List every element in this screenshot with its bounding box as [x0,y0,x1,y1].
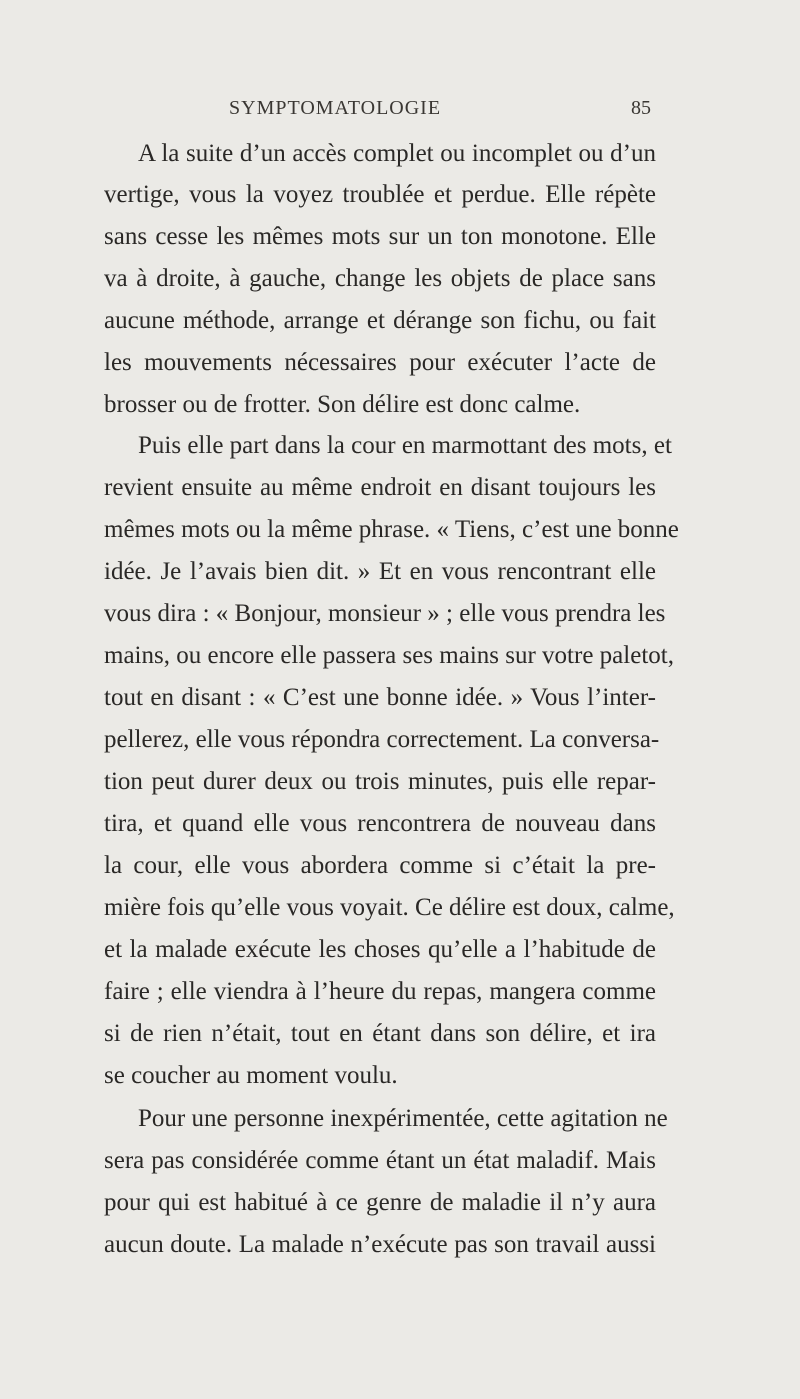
text-line: sans cesse les mêmes mots sur un ton monotone. Elle [104,223,656,250]
text-line: pellerez, elle vous répondra correctement. La conversa- [104,726,660,753]
text-line: la cour, elle vous abordera comme si c’était la pre- [104,852,656,879]
text-line: vertige, vous la voyez troublée et perdue. Elle répète [104,181,656,208]
text-line: si de rien n’était, tout en étant dans son délire, et ira [104,1020,656,1047]
text-line: sera pas considérée comme étant un état maladif. Mais [104,1147,656,1174]
text-line: pour qui est habitué à ce genre de maladie il n’y aura [104,1189,656,1216]
text-line: mêmes mots ou la même phrase. « Tiens, c’est une bonne [104,516,679,543]
text-line: mière fois qu’elle vous voyait. Ce délire est doux, calme, [104,894,675,921]
text-line: va à droite, à gauche, change les objets de place sans [104,265,656,292]
text-line: Pour une personne inexpérimentée, cette agitation ne [138,1105,668,1132]
text-line: mains, ou encore elle passera ses mains sur votre paletot, [104,642,674,669]
text-line: tira, et quand elle vous rencontrera de nouveau dans [104,810,656,837]
text-line: idée. Je l’avais bien dit. » Et en vous rencontrant elle [104,558,656,585]
text-line: tout en disant : « C’est une bonne idée. » Vous l’inter- [104,684,656,711]
text-line: aucune méthode, arrange et dérange son fichu, ou fait [104,307,656,334]
text-line: Puis elle part dans la cour en marmottant des mots, et [138,432,672,459]
text-line: se coucher au moment voulu. [104,1062,398,1089]
text-line: aucun doute. La malade n’exécute pas son travail aussi [104,1231,656,1258]
text-line: A la suite d’un accès complet ou incomplet ou d’un [138,140,656,167]
running-title: SYMPTOMATOLOGIE [229,97,442,119]
text-line: faire ; elle viendra à l’heure du repas, mangera comme [104,978,656,1005]
text-line: brosser ou de frotter. Son délire est donc calme. [104,391,581,418]
page-number: 85 [631,97,651,119]
text-line: vous dira : « Bonjour, monsieur » ; elle vous prendra les [104,600,666,627]
text-line: et la malade exécute les choses qu’elle a l’habitude de [104,936,656,963]
text-line: tion peut durer deux ou trois minutes, puis elle repar- [104,768,656,795]
text-line: les mouvements nécessaires pour exécuter l’acte de [104,349,656,376]
text-line: revient ensuite au même endroit en disant toujours les [104,474,656,501]
